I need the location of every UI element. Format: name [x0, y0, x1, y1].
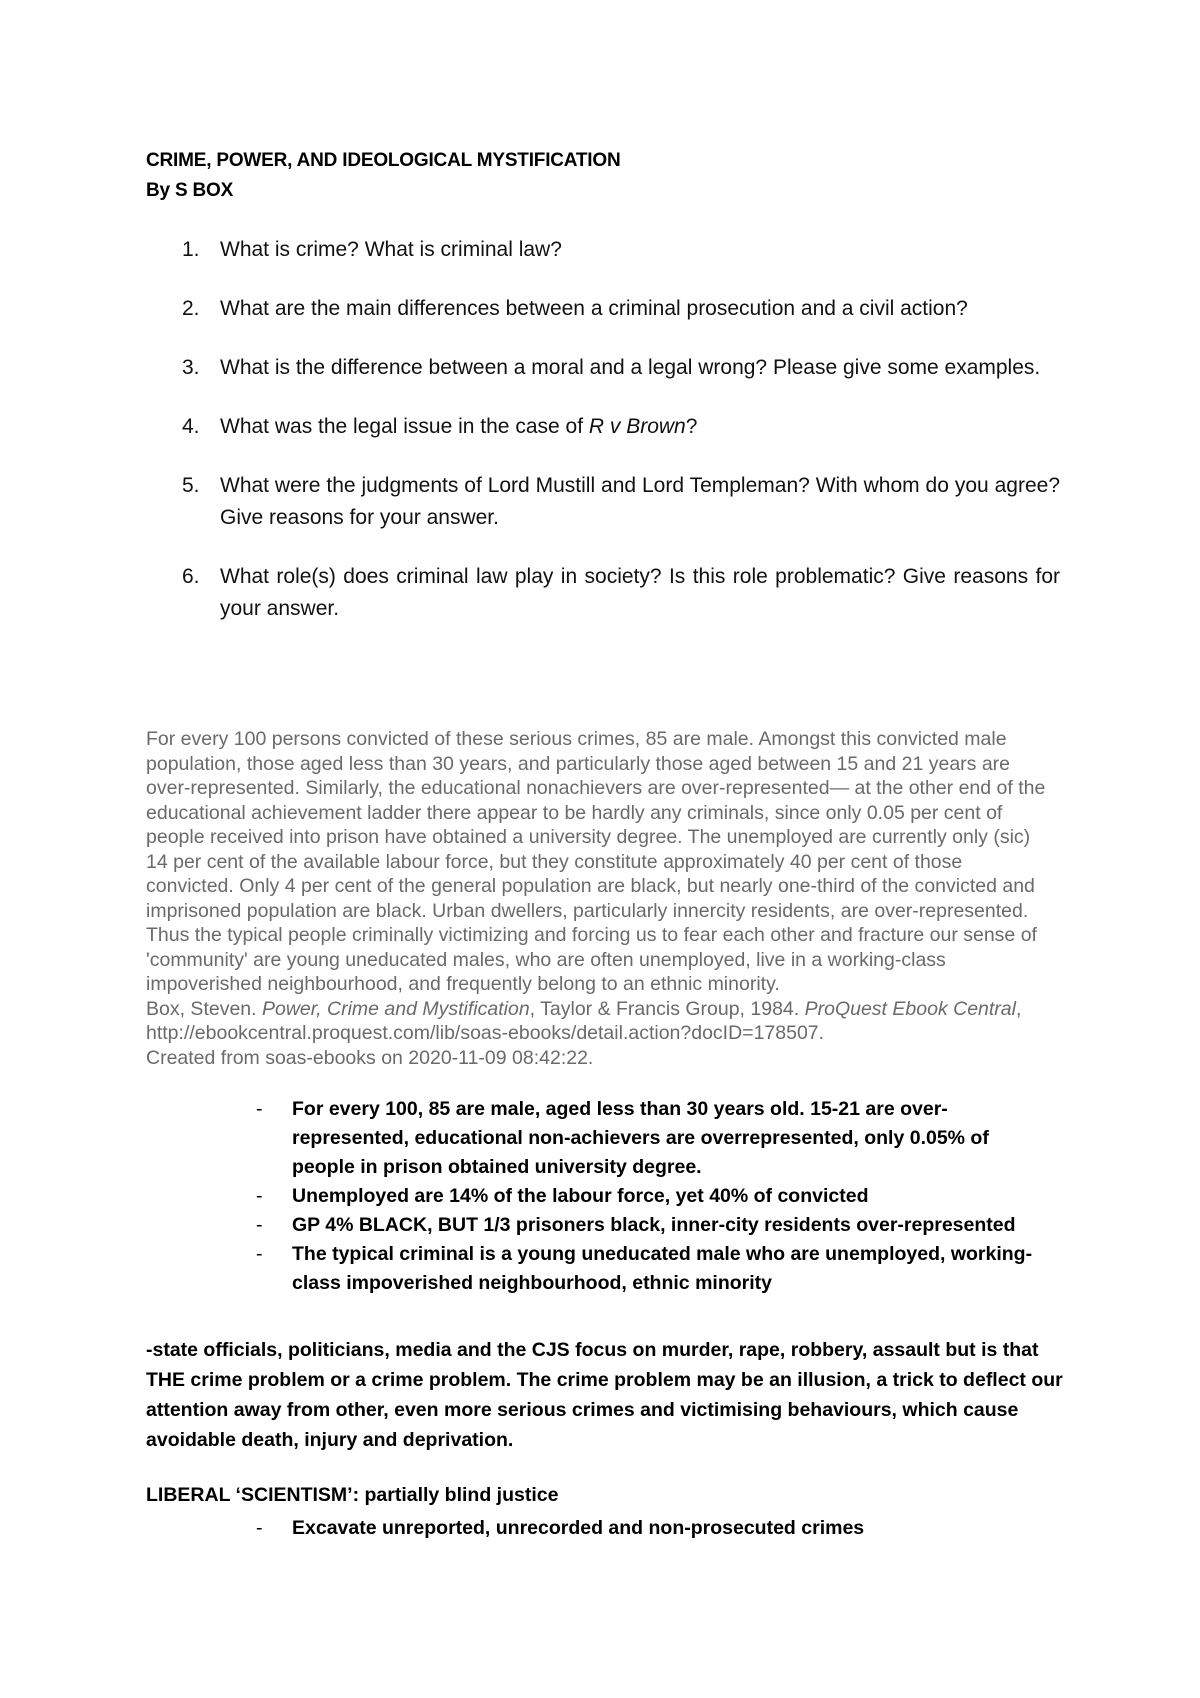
question-item — [146, 293, 1060, 325]
bullet-dash: - — [256, 1517, 263, 1539]
notes-list — [256, 1095, 1056, 1298]
citation-publisher: , Taylor & Francis Group, 1984. — [529, 997, 805, 1020]
note-text: For every 100, 85 are male, aged less than 30 years old. 15-21 are over-represented, educational non-achievers are overrepresented, only 0.05% of people in prison obtained university degree. — [292, 1098, 989, 1178]
bullet-dash: - — [256, 1243, 263, 1265]
question-text: What role(s) does criminal law play in society? Is this role problematic? Give reasons for your answer. — [220, 565, 1060, 620]
note-text: Unemployed are 14% of the labour force, yet 40% of convicted — [292, 1185, 869, 1207]
question-text: What was the legal issue in the case of — [220, 415, 589, 438]
question-text: What are the main differences between a criminal prosecution and a civil action? — [220, 297, 968, 320]
question-number: 3. — [182, 356, 200, 379]
note-item — [256, 1182, 1056, 1211]
question-number: 4. — [182, 415, 200, 438]
note-text: GP 4% BLACK, BUT 1/3 prisoners black, inner-city residents over-represented — [292, 1214, 1016, 1236]
citation-source: ProQuest Ebook Central — [804, 997, 1016, 1020]
citation-book: Power, Crime and Mystification — [261, 997, 530, 1020]
question-text: What is crime? What is criminal law? — [220, 238, 562, 261]
question-number: 2. — [182, 297, 200, 320]
question-text: What is the difference between a moral and a legal wrong? Please give some examples. — [220, 356, 1041, 379]
quoted-excerpt — [146, 727, 1051, 1070]
case-name: R v Brown — [588, 415, 686, 438]
document-byline: By S BOX — [146, 180, 234, 201]
question-text: What were the judgments of Lord Mustill and Lord Templeman? With whom do you agree? Give reasons for your answer. — [220, 474, 1060, 529]
bullet-dash: - — [256, 1185, 263, 1207]
question-item — [146, 411, 1060, 443]
excerpt-paragraph: For every 100 persons convicted of these serious crimes, 85 are male. Amongst this convicted male population, those aged less than 30 years, and particularly those aged between 15 and 21 years are over-represented. Similarly, the educational nonachievers are over-represented— at the other end of the educational achievement ladder there appear to be hardly any criminals, since only 0.05 per cent of people received into prison have obtained a university degree. The unemployed are currently only (sic) 14 per cent of the available labour force, but they constitute approximately 40 per cent of those convicted. Only 4 per cent of the general population are black, but nearly one-third of the convicted and imprisoned population are black. Urban dwellers, particularly innercity residents, are over-represented. Thus the typical people criminally victimizing and forcing us to fear each other and fracture our sense of 'community' are young uneducated males, who are often unemployed, live in a working-class impoverished neighbourhood, and frequently belong to an ethnic minority. — [146, 728, 1046, 995]
document-title: CRIME, POWER, AND IDEOLOGICAL MYSTIFICATION — [146, 150, 621, 171]
question-number: 1. — [182, 238, 200, 261]
question-item — [146, 352, 1060, 384]
question-item — [146, 234, 1060, 266]
note-item — [256, 1514, 1056, 1543]
note-text: The typical criminal is a young uneducated male who are unemployed, working-class impoverished neighbourhood, ethnic minority — [292, 1243, 1033, 1294]
note-text: Excavate unreported, unrecorded and non-prosecuted crimes — [292, 1517, 865, 1539]
section-notes-list — [256, 1514, 1056, 1543]
question-list — [146, 234, 1060, 625]
body-paragraph: -state officials, politicians, media and the CJS focus on murder, rape, robbery, assault but is that THE crime problem or a crime problem. The crime problem may be an illusion, a trick to deflect our attention away from other, even more serious crimes and victimising behaviours, which cause avoidable death, injury and deprivation. — [146, 1339, 1063, 1451]
question-item — [146, 561, 1060, 625]
section-heading: LIBERAL ‘SCIENTISM’: partially blind justice — [146, 1484, 559, 1506]
bullet-dash: - — [256, 1214, 263, 1236]
note-item — [256, 1240, 1056, 1298]
question-number: 6. — [182, 565, 200, 588]
citation-author: Box, Steven. — [146, 997, 262, 1020]
note-item — [256, 1095, 1056, 1182]
excerpt-created: Created from soas-ebooks on 2020-11-09 08:42:22. — [146, 1046, 594, 1069]
bullet-dash: - — [256, 1098, 263, 1120]
note-item — [256, 1211, 1056, 1240]
question-text-end: ? — [685, 415, 698, 438]
citation-url: , http://ebookcentral.proquest.com/lib/soas-ebooks/detail.action?docID=178507. — [146, 997, 1022, 1044]
excerpt-citation — [146, 997, 1051, 1046]
question-number: 5. — [182, 474, 200, 497]
question-item — [146, 470, 1060, 534]
